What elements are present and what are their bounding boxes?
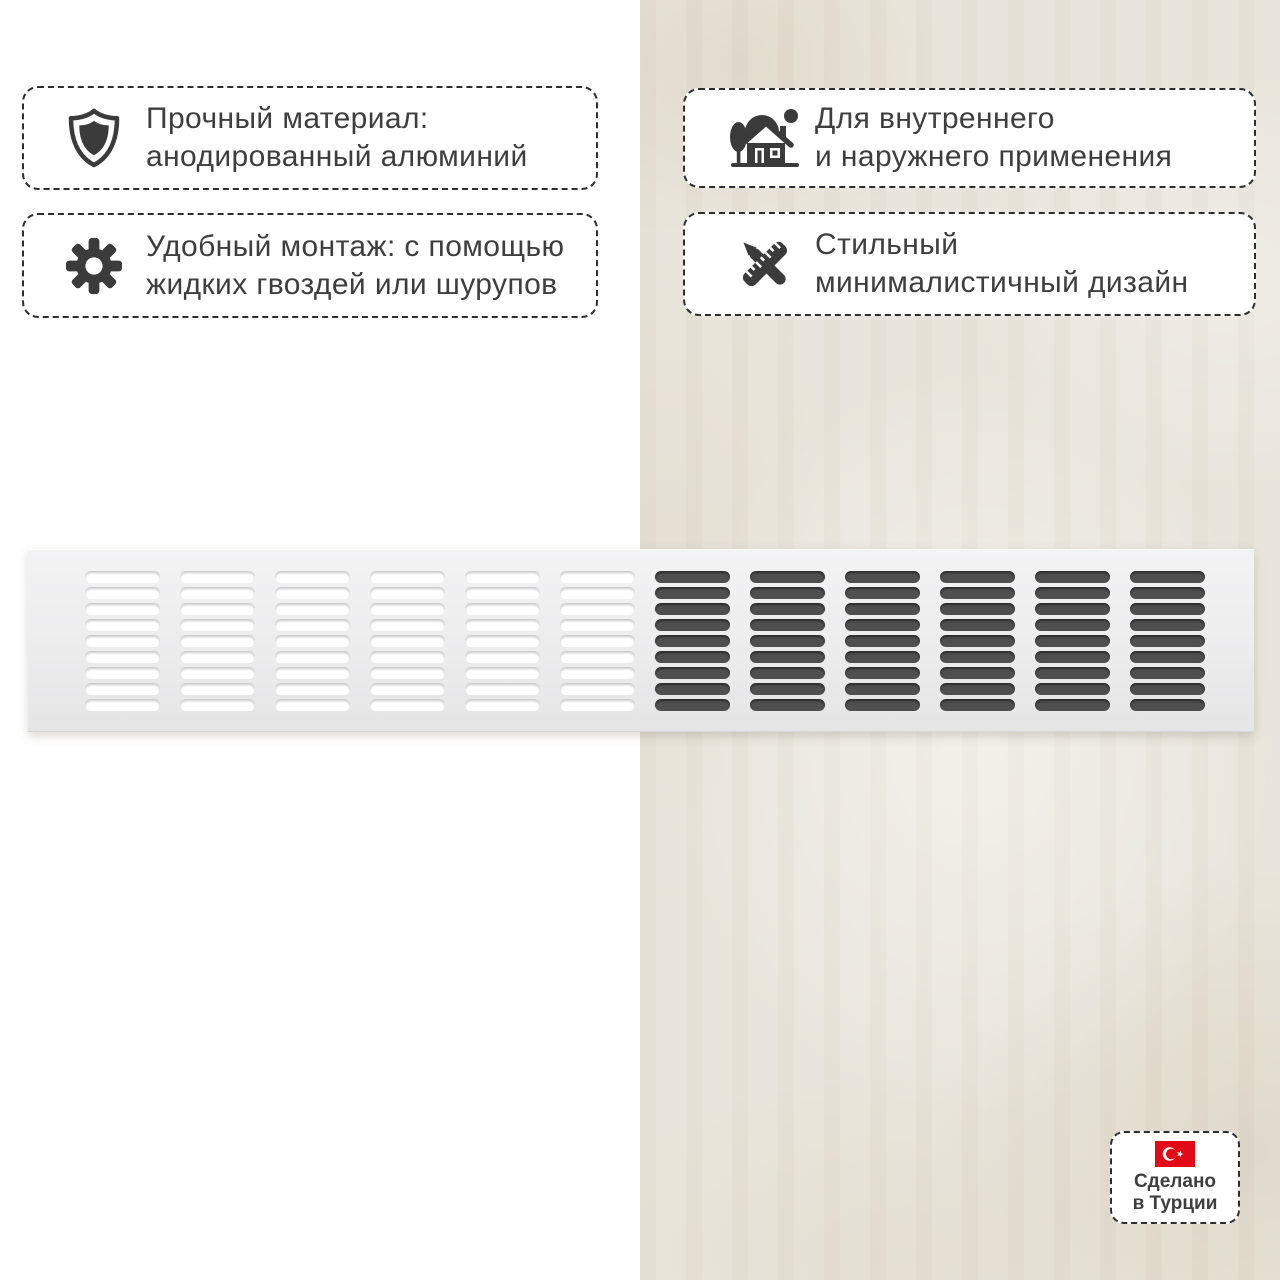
- grille-slot: [275, 571, 350, 583]
- grille-slot: [275, 667, 350, 679]
- grille-slot: [85, 619, 160, 631]
- feature-text-line: анодированный алюминий: [146, 140, 528, 173]
- house-nature-icon: [727, 107, 803, 169]
- grille-slot: [1130, 635, 1205, 647]
- grille-slot: [85, 651, 160, 663]
- grille-slot: [560, 619, 635, 631]
- grille-slot: [845, 603, 920, 615]
- ventilation-grille: [28, 549, 1254, 732]
- grille-slot: [85, 571, 160, 583]
- grille-slot: [275, 619, 350, 631]
- grille-slot: [1035, 619, 1110, 631]
- grille-slot: [940, 587, 1015, 599]
- grille-slot: [1035, 667, 1110, 679]
- grille-slot: [1130, 683, 1205, 695]
- turkey-flag-icon: [1155, 1141, 1195, 1167]
- grille-slot: [370, 651, 445, 663]
- grille-slot: [560, 571, 635, 583]
- grille-slot: [560, 587, 635, 599]
- grille-slot: [85, 699, 160, 711]
- made-in-line: в Турции: [1132, 1192, 1218, 1214]
- grille-slot: [750, 651, 825, 663]
- grille-slot: [845, 667, 920, 679]
- grille-slot: [180, 587, 255, 599]
- grille-slot-group: [1130, 571, 1205, 711]
- feature-box-material: [22, 86, 598, 190]
- grille-slot: [370, 619, 445, 631]
- grille-slot: [750, 587, 825, 599]
- grille-slot: [1035, 651, 1110, 663]
- gear-icon: [64, 238, 124, 294]
- feature-box-design: [683, 212, 1256, 316]
- grille-slot-group: [85, 571, 160, 711]
- grille-slot: [180, 651, 255, 663]
- grille-slot: [750, 603, 825, 615]
- grille-slot: [845, 651, 920, 663]
- grille-slots: [28, 549, 1254, 711]
- grille-slot: [845, 683, 920, 695]
- grille-slot-group: [940, 571, 1015, 711]
- grille-slot: [750, 571, 825, 583]
- grille-slot: [370, 683, 445, 695]
- feature-text-line: Прочный материал:: [146, 102, 429, 135]
- grille-slot: [560, 651, 635, 663]
- grille-slot: [655, 651, 730, 663]
- grille-slot: [655, 635, 730, 647]
- feature-text-line: жидких гвоздей или шурупов: [146, 267, 558, 301]
- grille-slot: [560, 667, 635, 679]
- grille-slot: [465, 603, 540, 615]
- grille-slot: [1130, 571, 1205, 583]
- grille-slot: [370, 699, 445, 711]
- grille-slot: [560, 683, 635, 695]
- grille-slot: [465, 683, 540, 695]
- grille-slot: [750, 619, 825, 631]
- grille-slot: [1130, 619, 1205, 631]
- grille-slot: [465, 699, 540, 711]
- grille-slot: [370, 667, 445, 679]
- grille-slot: [85, 667, 160, 679]
- grille-slot: [750, 699, 825, 711]
- grille-slot: [655, 683, 730, 695]
- grille-slot: [750, 683, 825, 695]
- grille-slot: [85, 683, 160, 695]
- grille-slot-group: [275, 571, 350, 711]
- grille-slot: [1130, 651, 1205, 663]
- grille-slot: [85, 635, 160, 647]
- grille-slot: [85, 587, 160, 599]
- grille-slot: [560, 635, 635, 647]
- grille-slot: [275, 587, 350, 599]
- grille-slot: [750, 635, 825, 647]
- grille-slot: [180, 571, 255, 583]
- grille-slot: [1035, 635, 1110, 647]
- grille-slot: [85, 603, 160, 615]
- grille-slot: [465, 619, 540, 631]
- grille-slot: [1035, 683, 1110, 695]
- grille-slot: [940, 683, 1015, 695]
- grille-slot: [1130, 603, 1205, 615]
- grille-slot: [370, 571, 445, 583]
- grille-slot: [465, 587, 540, 599]
- grille-slot-group: [845, 571, 920, 711]
- grille-slot: [940, 603, 1015, 615]
- grille-slot-group: [180, 571, 255, 711]
- grille-slot-group: [1035, 571, 1110, 711]
- grille-slot: [180, 603, 255, 615]
- feature-text-line: Удобный монтаж: с помощью: [146, 229, 565, 263]
- grille-slot-group: [560, 571, 635, 711]
- grille-slot-group: [370, 571, 445, 711]
- feature-box-indoor-outdoor: [683, 88, 1256, 188]
- grille-slot-group: [750, 571, 825, 711]
- grille-slot: [180, 699, 255, 711]
- grille-slot: [940, 571, 1015, 583]
- grille-slot: [465, 635, 540, 647]
- grille-slot: [180, 667, 255, 679]
- grille-slot: [940, 699, 1015, 711]
- grille-slot: [655, 667, 730, 679]
- grille-slot: [1130, 699, 1205, 711]
- grille-slot: [275, 683, 350, 695]
- grille-slot: [655, 619, 730, 631]
- grille-slot: [940, 619, 1015, 631]
- grille-slot: [370, 635, 445, 647]
- grille-slot: [465, 571, 540, 583]
- grille-slot: [180, 619, 255, 631]
- grille-slot: [275, 651, 350, 663]
- grille-slot: [370, 587, 445, 599]
- made-in-line: Сделано: [1133, 1170, 1217, 1192]
- grille-slot: [845, 699, 920, 711]
- grille-slot: [940, 667, 1015, 679]
- grille-slot: [370, 603, 445, 615]
- grille-slot-group: [655, 571, 730, 711]
- feature-text-line: минималистичный дизайн: [815, 266, 1189, 299]
- grille-slot: [180, 635, 255, 647]
- pencil-ruler-icon: [727, 232, 803, 296]
- grille-slot: [560, 699, 635, 711]
- grille-slot: [845, 635, 920, 647]
- grille-slot: [655, 603, 730, 615]
- grille-slot: [465, 651, 540, 663]
- grille-slot: [940, 635, 1015, 647]
- grille-slot: [750, 667, 825, 679]
- grille-slot: [275, 699, 350, 711]
- grille-slot: [275, 603, 350, 615]
- grille-slot: [1035, 699, 1110, 711]
- grille-slot: [845, 587, 920, 599]
- feature-text-line: Стильный: [815, 228, 959, 261]
- grille-slot: [1035, 603, 1110, 615]
- grille-slot: [560, 603, 635, 615]
- grille-slot: [465, 667, 540, 679]
- grille-slot: [1035, 587, 1110, 599]
- grille-slot: [1130, 667, 1205, 679]
- shield-icon: [64, 108, 124, 168]
- grille-slot: [845, 619, 920, 631]
- grille-slot: [655, 571, 730, 583]
- grille-slot: [655, 699, 730, 711]
- grille-slot: [655, 587, 730, 599]
- grille-slot-group: [465, 571, 540, 711]
- grille-slot: [845, 571, 920, 583]
- feature-box-mounting: [22, 213, 598, 318]
- grille-slot: [1035, 571, 1110, 583]
- grille-slot: [1130, 587, 1205, 599]
- grille-slot: [275, 635, 350, 647]
- feature-text-line: и наружнего применения: [815, 140, 1173, 173]
- made-in-badge: [1110, 1131, 1240, 1224]
- feature-text-line: Для внутреннего: [815, 102, 1055, 135]
- grille-slot: [180, 683, 255, 695]
- grille-slot: [940, 651, 1015, 663]
